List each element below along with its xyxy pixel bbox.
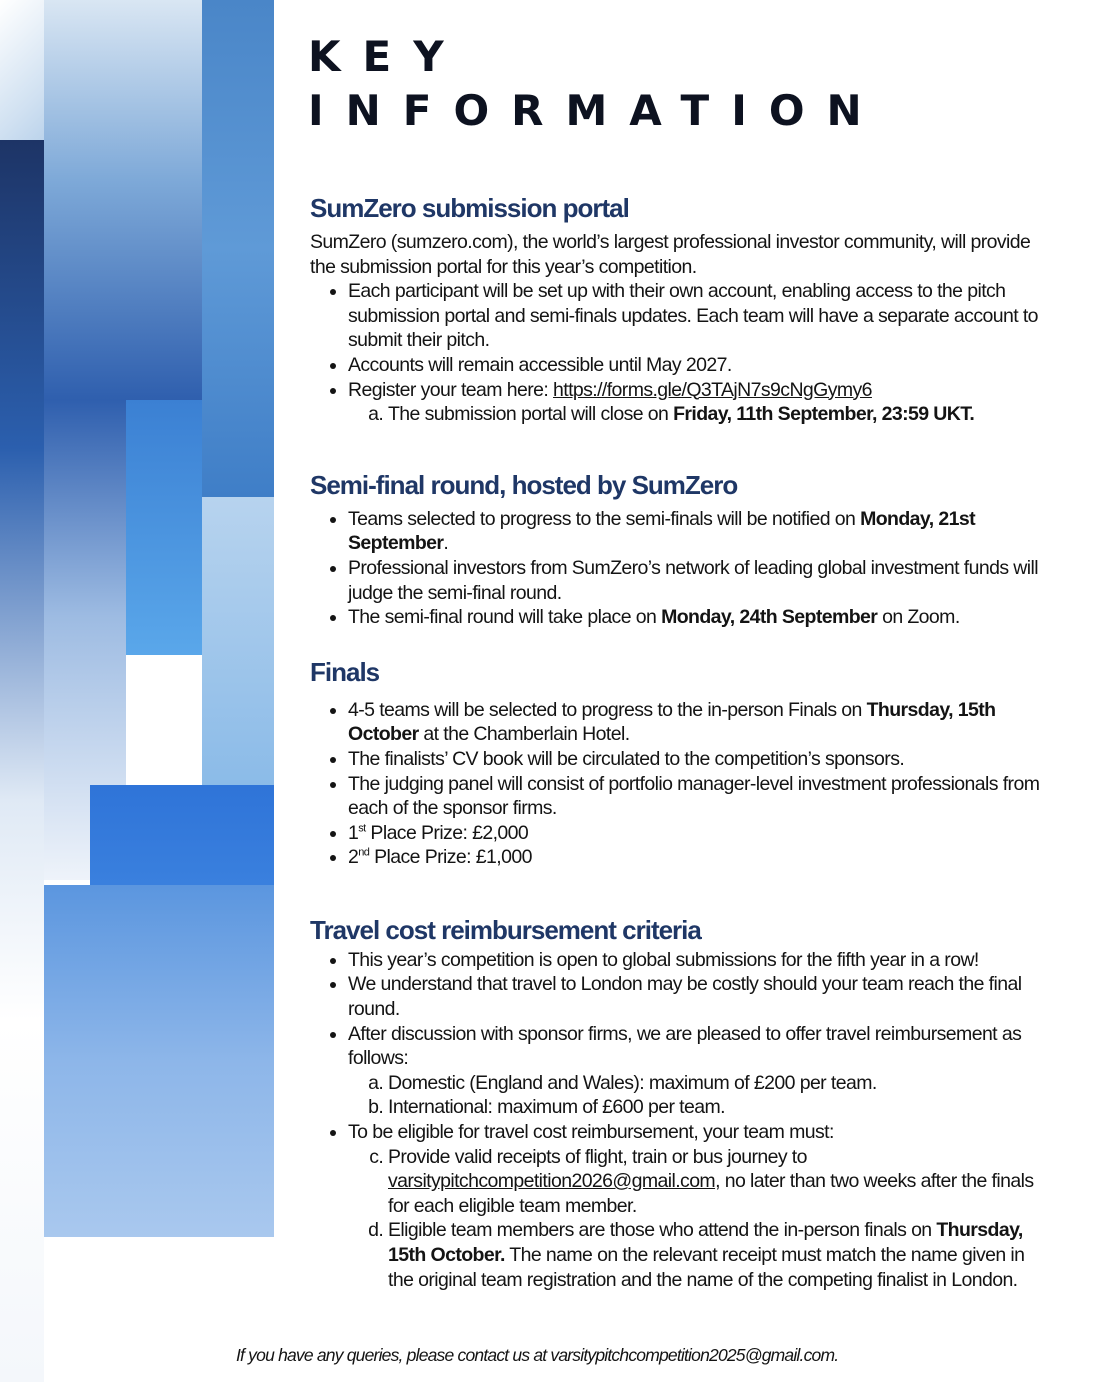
list-item-text: .	[443, 532, 449, 555]
decorative-panel	[202, 497, 274, 785]
main-content	[310, 190, 1050, 1292]
section-finals	[310, 654, 1050, 870]
prize-rank-suffix: nd	[358, 846, 370, 859]
list-item	[348, 605, 1050, 630]
date-text: Monday, 21st September	[348, 507, 975, 555]
list-item	[348, 378, 1050, 403]
bullet-list	[310, 279, 1050, 402]
section-heading: SumZero submission portal	[310, 193, 629, 223]
email-link[interactable]: varsitypitchcompetition2026@gmail.com	[388, 1170, 716, 1193]
bullet-list	[310, 1120, 1050, 1145]
section-travel-reimbursement	[310, 912, 1050, 1292]
list-item: • Professional investors from SumZero’s network of leading global investment funds will judge the semi-final round.	[348, 556, 1050, 605]
sub-list	[310, 1071, 1050, 1120]
list-item: b. International: maximum of £600 per team.	[388, 1095, 1050, 1120]
decorative-panel	[44, 0, 202, 400]
section-heading: Travel cost reimbursement criteria	[310, 914, 701, 945]
registration-link[interactable]: https://forms.gle/Q3TAjN7s9cNgGymy6	[553, 378, 872, 401]
list-item	[348, 698, 1050, 747]
decorative-panel	[90, 785, 274, 885]
list-item-text: , no later than two weeks after the finals for each eligible team member.	[388, 1170, 1034, 1217]
section-semi-final	[310, 467, 1050, 630]
page-title	[308, 30, 884, 138]
section-heading: Finals	[310, 656, 380, 687]
prize-text: Place Prize: £2,000	[365, 821, 529, 844]
decorative-panel	[202, 0, 274, 497]
list-item: • After discussion with sponsor firms, we are pleased to offer travel reimbursement as follows:	[348, 1022, 1050, 1071]
prize-item	[348, 821, 1050, 846]
list-item: a. Domestic (England and Wales): maximum of £200 per team.	[388, 1071, 1050, 1096]
decorative-panel	[0, 1020, 44, 1382]
date-text: Thursday, 15th October.	[388, 1219, 1023, 1266]
footer-contact-note: If you have any queries, please contact us at varsitypitchcompetition2025@gmail.com.	[236, 1345, 839, 1365]
deadline-text: Friday, 11th September, 23:59 UKT.	[673, 403, 975, 426]
date-text: Thursday, 15th October	[348, 698, 996, 746]
bullet-list	[310, 948, 1050, 1071]
list-item-text: 4-5 teams will be selected to progress to the in-person Finals on	[348, 698, 867, 721]
section-heading: Semi-final round, hosted by SumZero	[310, 469, 738, 500]
title-line-1: KEY	[308, 32, 466, 81]
prize-item	[348, 845, 1050, 870]
list-item-text: The name on the relevant receipt must match the name given in the original team registration and the name of the competing finalist in London.	[388, 1244, 1025, 1291]
prize-rank: 1	[348, 821, 359, 844]
list-item-text: at the Chamberlain Hotel.	[418, 723, 630, 746]
section-intro: SumZero (sumzero.com), the world’s largest professional investor community, will provide the submission portal for this year’s competition.	[310, 231, 1031, 278]
list-item-text: Provide valid receipts of flight, train or bus journey to	[388, 1145, 807, 1168]
list-item-text: Eligible team members are those who attend the in-person finals on	[388, 1219, 937, 1242]
bullet-list	[310, 698, 1050, 870]
list-item-text: The submission portal will close on	[388, 403, 674, 426]
list-item-text: Register your team here:	[348, 378, 554, 401]
bullet-list	[310, 507, 1050, 630]
list-item-text: Teams selected to progress to the semi-finals will be notified on	[348, 507, 861, 530]
list-item: • Accounts will remain accessible until May 2027.	[348, 353, 1050, 378]
list-item: • Each participant will be set up with their own account, enabling access to the pitch submission portal and semi-finals updates. Each team will have a separate account to submit their pitch.	[348, 279, 1050, 353]
prize-text: Place Prize: £1,000	[369, 846, 532, 869]
sub-list	[310, 402, 1050, 427]
list-item-text: The semi-final round will take place on	[348, 606, 662, 629]
list-item-text: on Zoom.	[877, 606, 960, 629]
list-item	[388, 1218, 1050, 1292]
list-item: • We understand that travel to London may be costly should your team reach the final round.	[348, 972, 1050, 1021]
list-item: • To be eligible for travel cost reimbursement, your team must:	[348, 1120, 1050, 1145]
list-item	[388, 402, 1050, 427]
list-item: • The finalists’ CV book will be circulated to the competition’s sponsors.	[348, 747, 1050, 772]
list-item	[388, 1145, 1050, 1219]
decorative-panel	[44, 885, 274, 1237]
prize-rank-suffix: st	[358, 822, 366, 835]
list-item	[348, 507, 1050, 556]
list-item: • This year’s competition is open to global submissions for the fifth year in a row!	[348, 948, 1050, 973]
title-line-2: INFORMATION	[308, 86, 884, 135]
section-submission-portal	[310, 190, 1050, 427]
list-item: • The judging panel will consist of portfolio manager-level investment professionals from each of the sponsor firms.	[348, 772, 1050, 821]
decorative-panel	[0, 140, 44, 1020]
decorative-panel	[126, 400, 202, 655]
sub-list	[310, 1145, 1050, 1293]
prize-rank: 2	[348, 846, 359, 869]
date-text: Monday, 24th September	[661, 606, 878, 629]
